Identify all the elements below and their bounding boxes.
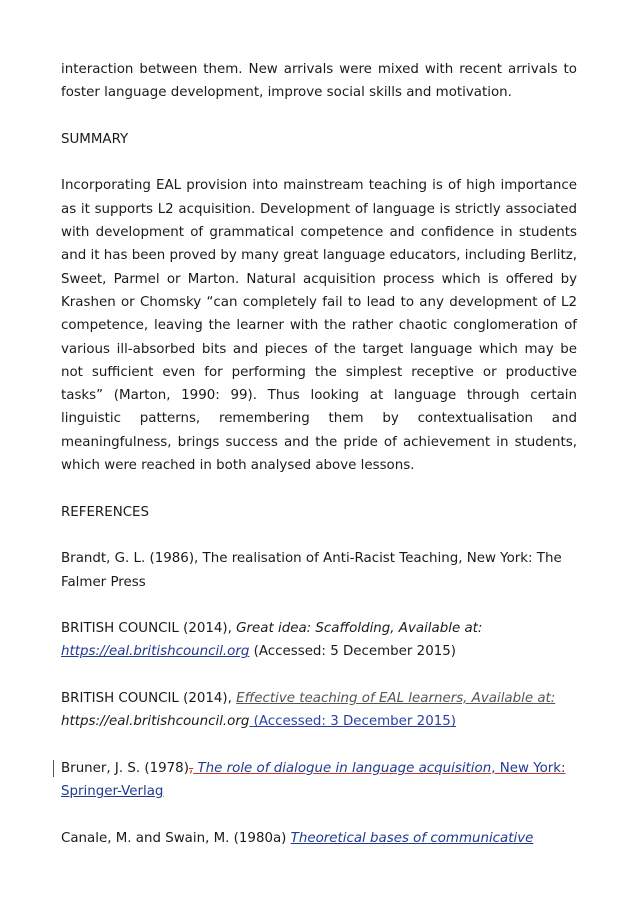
references-heading: REFERENCES bbox=[61, 504, 150, 520]
reference-accessed[interactable]: (Accessed: 3 December 2015) bbox=[249, 714, 456, 730]
reference-canale bbox=[61, 827, 577, 850]
reference-publisher-b[interactable]: Springer-Verlag bbox=[61, 784, 164, 800]
reference-bruner bbox=[61, 757, 577, 804]
reference-prefix: Canale, M. and Swain, M. (1980a) bbox=[61, 830, 291, 846]
reference-accessed: (Accessed: 5 December 2015) bbox=[249, 644, 456, 660]
reference-british-council-scaffolding bbox=[61, 617, 577, 664]
reference-title: Great idea: Scaffolding, Available at: bbox=[236, 621, 483, 637]
reference-british-council-eal bbox=[61, 687, 577, 734]
tracked-change-bar bbox=[53, 760, 54, 777]
reference-link[interactable]: https://eal.britishcouncil.org bbox=[61, 644, 250, 660]
intro-paragraph: interaction between them. New arrivals were mixed with recent arrivals to foster language development, improve social skills and motivation. bbox=[61, 62, 577, 101]
reference-prefix: BRITISH COUNCIL (2014), bbox=[61, 691, 237, 707]
reference-title: Effective teaching of EAL learners, Available at: bbox=[236, 691, 556, 707]
reference-title[interactable]: The role of dialogue in language acquisition bbox=[193, 760, 492, 776]
reference-url: https://eal.britishcouncil.org bbox=[61, 714, 250, 730]
reference-publisher-a[interactable]: , New York: bbox=[491, 760, 566, 776]
tracked-deletion: , bbox=[188, 760, 194, 776]
reference-title[interactable]: Theoretical bases of communicative bbox=[290, 830, 534, 846]
document-page bbox=[61, 58, 577, 873]
summary-heading: SUMMARY bbox=[61, 131, 129, 147]
reference-prefix: Bruner, J. S. (1978) bbox=[61, 760, 189, 776]
reference-prefix: BRITISH COUNCIL (2014), bbox=[61, 621, 237, 637]
summary-paragraph: Incorporating EAL provision into mainstream teaching is of high importance as it supports L2 acquisition. Development of language is strictly associated with development of grammatical competence and confidence in students and it has been proved by many great language educators, including Berlitz, Sweet, Parmel or Marton. Natural acquisition process which is offered by Krashen or Chomsky “can completely fail to lead to any development of L2 competence, leaving the learner with the rather chaotic conglomeration of various ill-absorbed bits and pieces of the target language which may be not sufficient even for performing the simplest receptive or productive tasks” (Marton, 1990: 99). Thus looking at language through certain linguistic patterns, remembering them by contextualisation and meaningfulness, brings success and the pride of achievement in students, which were reached in both analysed above lessons. bbox=[61, 178, 577, 474]
reference-brandt: Brandt, G. L. (1986), The realisation of Anti-Racist Teaching, New York: The Falmer Press bbox=[61, 551, 562, 590]
